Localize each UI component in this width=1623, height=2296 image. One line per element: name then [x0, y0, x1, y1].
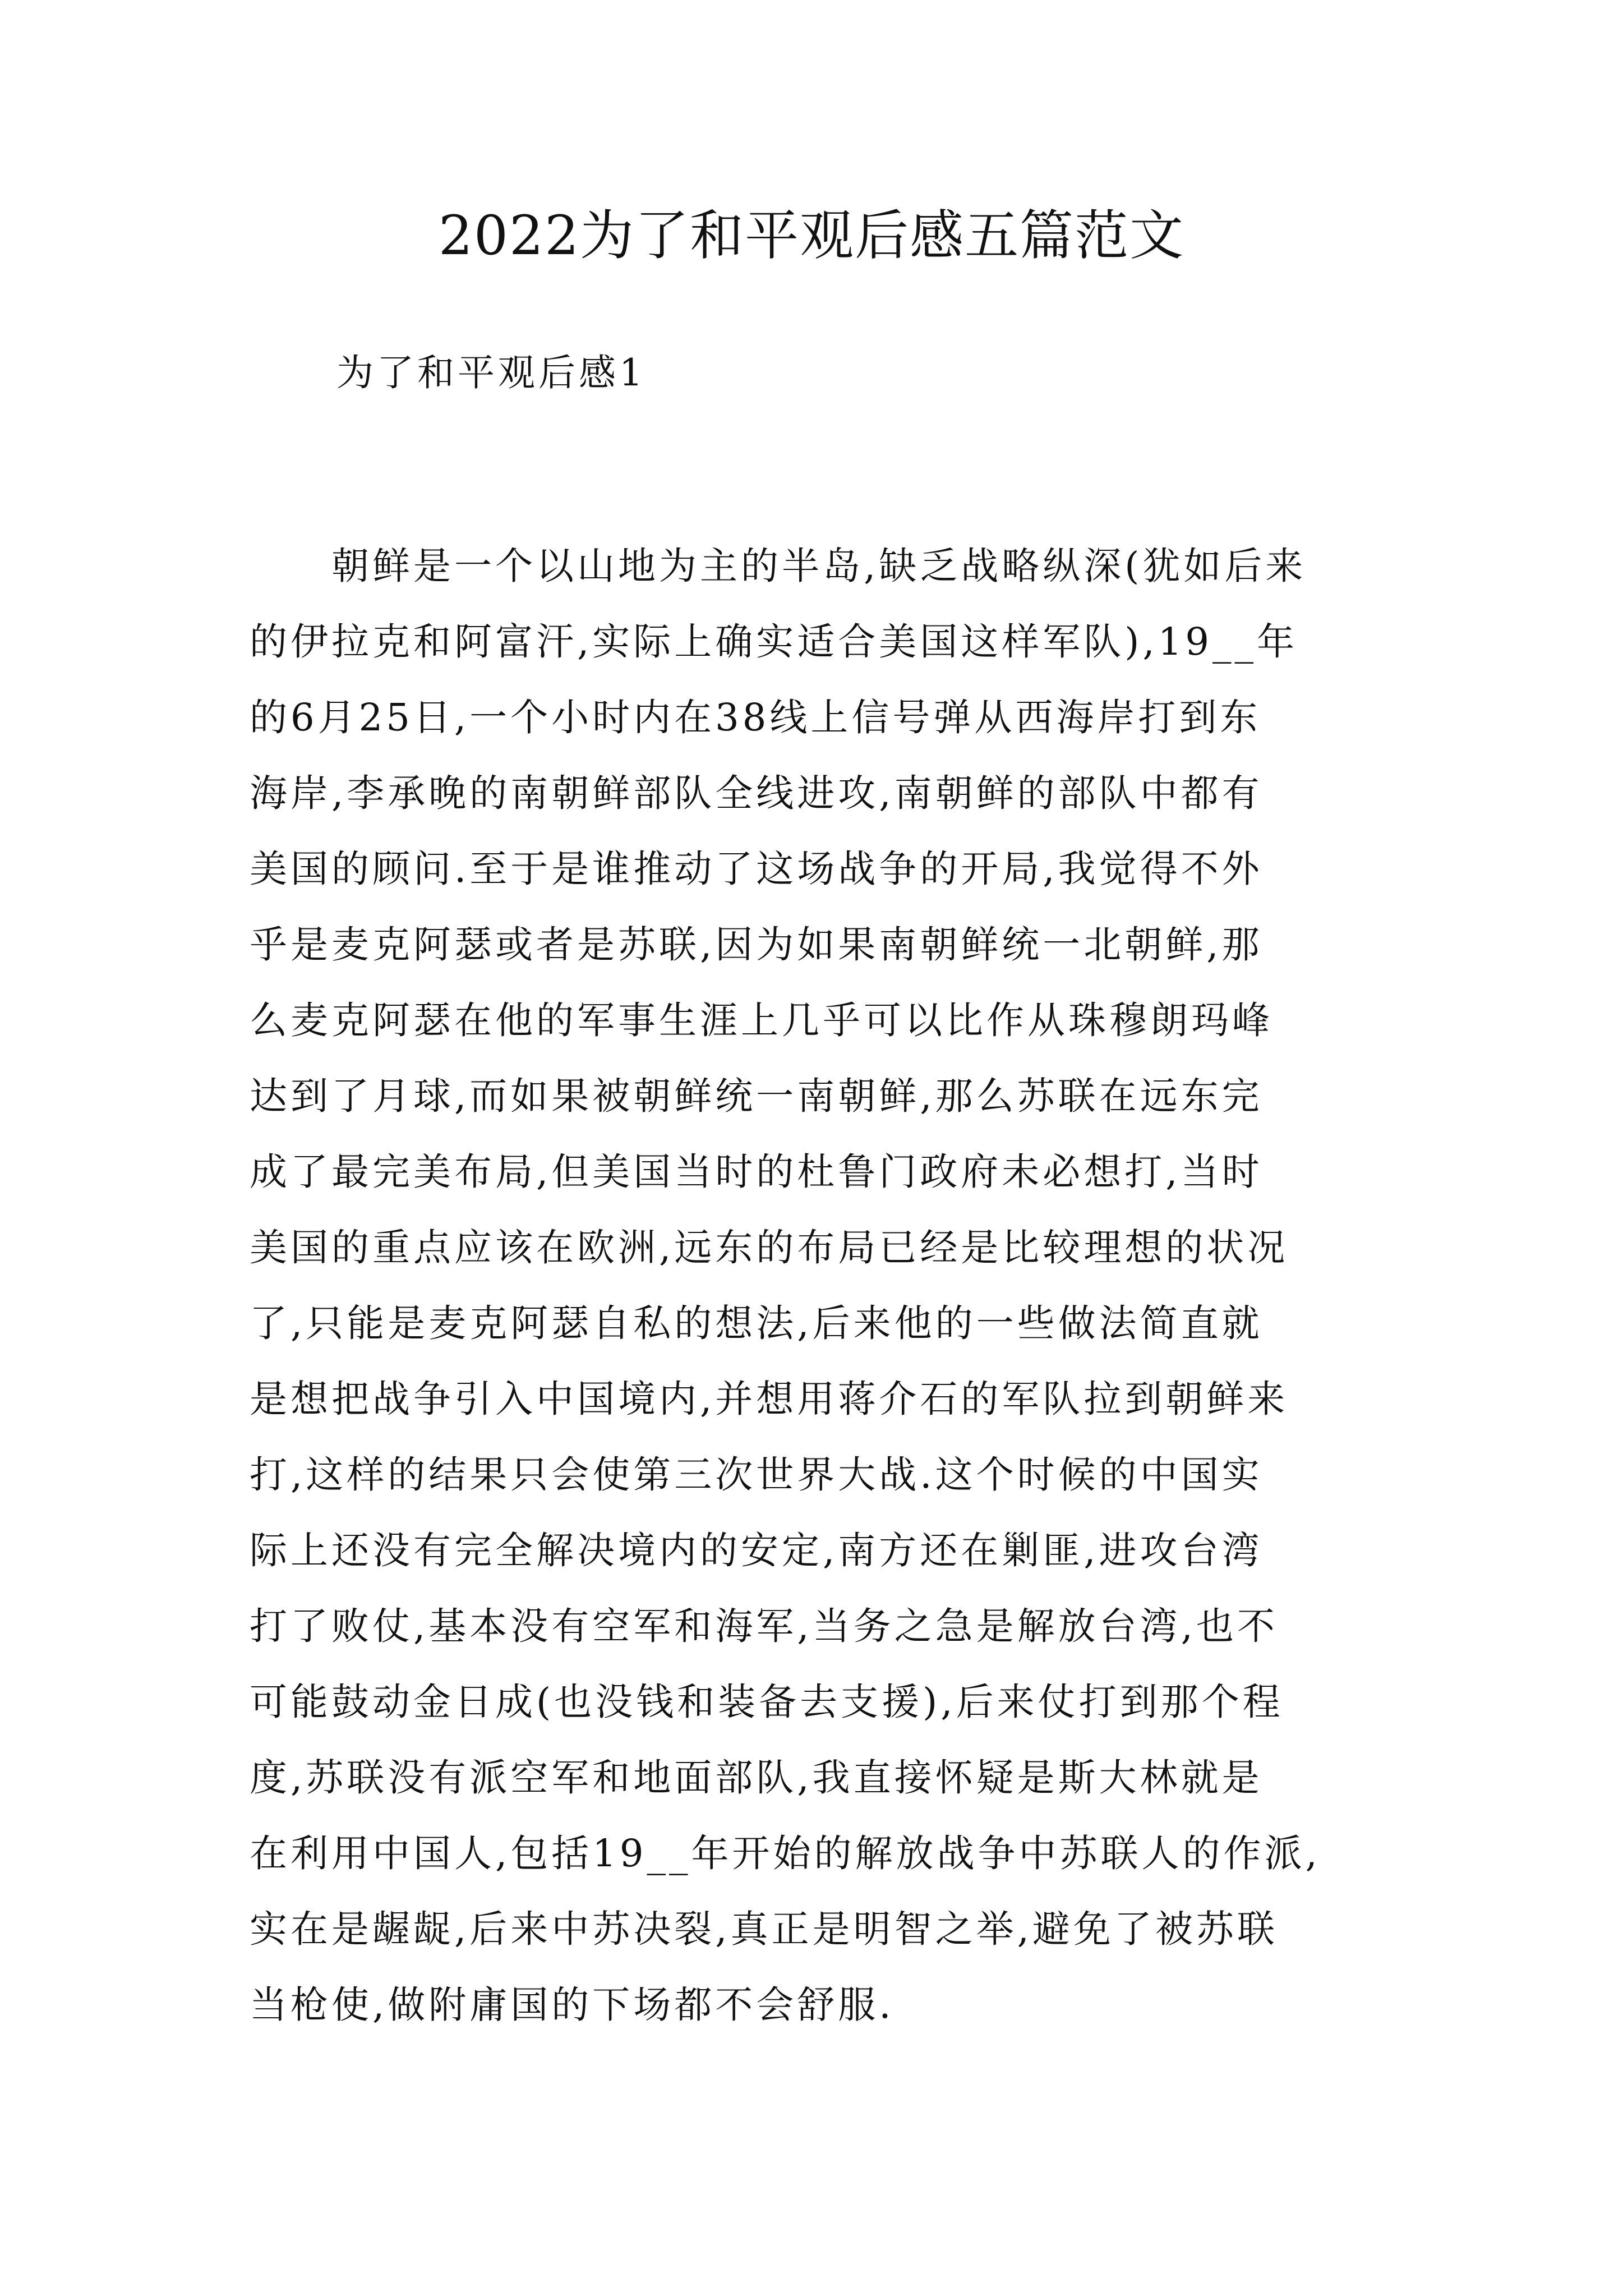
- paragraph-line: 实在是龌龊,后来中苏决裂,真正是明智之举,避免了被苏联: [250, 1907, 1278, 1951]
- paragraph-line: 打了败仗,基本没有空军和海军,当务之急是解放台湾,也不: [250, 1604, 1278, 1648]
- paragraph-line: 乎是麦克阿瑟或者是苏联,因为如果南朝鲜统一北朝鲜,那: [250, 923, 1263, 967]
- paragraph-line: 的6月25日,一个小时内在38线上信号弹从西海岸打到东: [250, 696, 1261, 739]
- paragraph-line: 了,只能是麦克阿瑟自私的想法,后来他的一些做法简直就: [250, 1301, 1263, 1345]
- section-heading: 为了和平观后感1: [336, 351, 646, 394]
- paragraph-line: 度,苏联没有派空军和地面部队,我直接怀疑是斯大林就是: [250, 1756, 1263, 1800]
- paragraph-line: 美国的顾问.至于是谁推动了这场战争的开局,我觉得不外: [250, 847, 1263, 891]
- paragraph-line: 际上还没有完全解决境内的安定,南方还在剿匪,进攻台湾: [250, 1529, 1263, 1572]
- paragraph-line: 当枪使,做附庸国的下场都不会舒服.: [250, 1983, 895, 2027]
- paragraph-line: 成了最完美布局,但美国当时的杜鲁门政府未必想打,当时: [250, 1150, 1263, 1194]
- paragraph-line: 可能鼓动金日成(也没钱和装备去支援),后来仗打到那个程: [250, 1680, 1284, 1724]
- paragraph-line: 达到了月球,而如果被朝鲜统一南朝鲜,那么苏联在远东完: [250, 1074, 1263, 1118]
- paragraph-line: 在利用中国人,包括19__年开始的解放战争中苏联人的作派,: [250, 1832, 1321, 1875]
- paragraph-line: 打,这样的结果只会使第三次世界大战.这个时候的中国实: [250, 1453, 1263, 1497]
- paragraph-line: 的伊拉克和阿富汗,实际上确实适合美国这样军队),19__年: [250, 620, 1298, 664]
- paragraph-line: 是想把战争引入中国境内,并想用蒋介石的军队拉到朝鲜来: [250, 1377, 1289, 1421]
- paragraph-line: 海岸,李承晚的南朝鲜部队全线进攻,南朝鲜的部队中都有: [250, 771, 1263, 815]
- document-title: 2022为了和平观后感五篇范文: [438, 204, 1185, 267]
- paragraph-line: 么麦克阿瑟在他的军事生涯上几乎可以比作从珠穆朗玛峰: [250, 999, 1273, 1042]
- paragraph-line: 朝鲜是一个以山地为主的半岛,缺乏战略纵深(犹如后来: [250, 544, 1307, 588]
- paragraph-line: 美国的重点应该在欧洲,远东的布局已经是比较理想的状况: [250, 1226, 1289, 1269]
- body-paragraph: [250, 528, 1382, 2043]
